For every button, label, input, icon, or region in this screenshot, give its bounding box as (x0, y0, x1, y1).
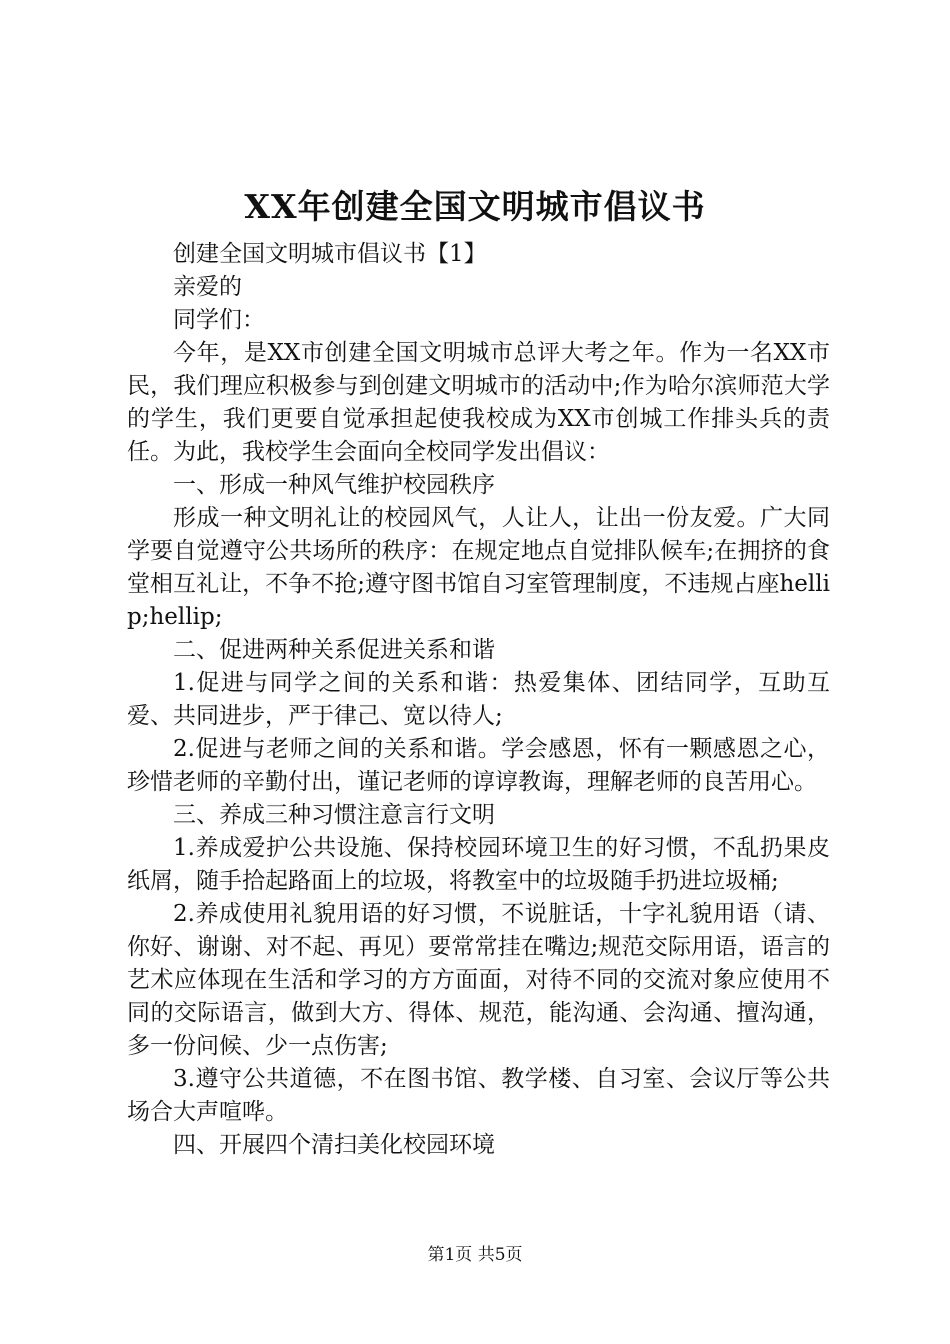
paragraph-salutation-1: 亲爱的 (173, 274, 242, 300)
paragraph-section-1: 形成一种文明礼让的校园风气，人让人，让出一份友爱。广大同学要自觉遵守公共场所的秩序：在规定地点自觉排队候车;在拥挤的食堂相互礼让，不争不抢;遵守图书馆自习室管理制度，不违规占座hellip;hellip; (127, 505, 830, 630)
paragraph-section-2-item-1: 1.促进与同学之间的关系和谐：热爱集体、团结同学，互助互爱、共同进步，严于律己、宽以待人; (127, 670, 830, 729)
paragraph-heading: 创建全国文明城市倡议书【1】 (173, 241, 487, 267)
paragraph-intro: 今年，是XX市创建全国文明城市总评大考之年。作为一名XX市民，我们理应积极参与到创建文明城市的活动中;作为哈尔滨师范大学的学生，我们更要自觉承担起使我校成为XX市创城工作排头兵的责任。为此，我校学生会面向全校同学发出倡议： (127, 340, 830, 465)
section-heading-2: 二、促进两种关系促进关系和谐 (173, 637, 495, 663)
paragraph-salutation-2: 同学们： (173, 307, 265, 333)
document-title: XX年创建全国文明城市倡议书 (244, 187, 706, 226)
page-footer: 第1页 共5页 (427, 1245, 523, 1265)
paragraph-section-3-item-1: 1.养成爱护公共设施、保持校园环境卫生的好习惯，不乱扔果皮纸屑，随手拾起路面上的垃圾，将教室中的垃圾随手扔进垃圾桶; (127, 835, 830, 894)
section-heading-4: 四、开展四个清扫美化校园环境 (173, 1132, 495, 1158)
paragraph-section-3-item-2: 2.养成使用礼貌用语的好习惯，不说脏话，十字礼貌用语（请、你好、谢谢、对不起、再见）要常常挂在嘴边;规范交际用语，语言的艺术应体现在生活和学习的方方面面，对待不同的交流对象应使用不同的交际语言，做到大方、得体、规范，能沟通、会沟通、擅沟通，多一份问候、少一点伤害; (127, 901, 830, 1059)
paragraph-section-2-item-2: 2.促进与老师之间的关系和谐。学会感恩，怀有一颗感恩之心，珍惜老师的辛勤付出，谨记老师的谆谆教诲，理解老师的良苦用心。 (127, 736, 830, 795)
section-heading-1: 一、形成一种风气维护校园秩序 (173, 472, 495, 498)
section-heading-3: 三、养成三种习惯注意言行文明 (173, 802, 495, 828)
paragraph-section-3-item-3: 3.遵守公共道德，不在图书馆、教学楼、自习室、会议厅等公共场合大声喧哗。 (127, 1066, 830, 1125)
document-body (127, 238, 830, 1162)
